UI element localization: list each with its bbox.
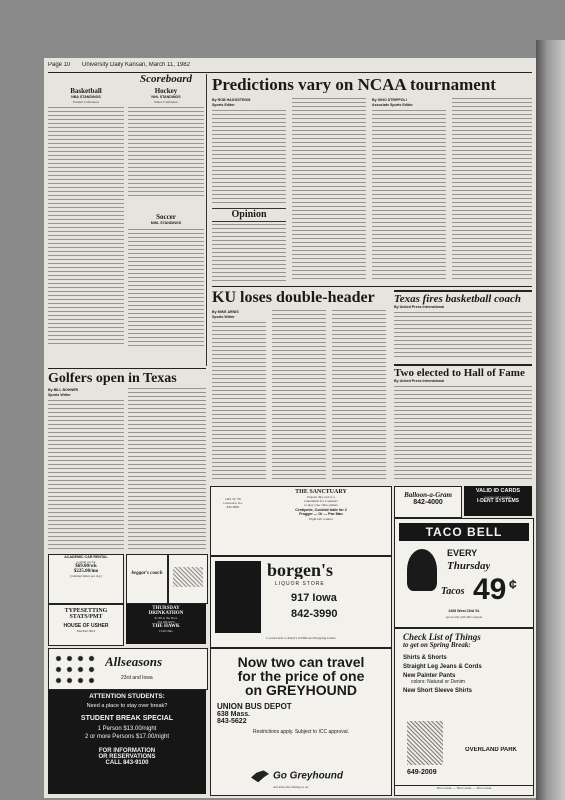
sanctuary-ad[interactable]	[210, 486, 392, 556]
balloon-title: Balloon-a-Gram	[404, 491, 452, 499]
ku-col-1	[212, 322, 266, 482]
beggars-title: beggar's coach	[131, 571, 163, 576]
allseasons-name: Allseasons	[105, 655, 163, 668]
sanctuary-l1: Prepare this card to a	[307, 495, 335, 499]
attention-l8: CALL 843-9100	[105, 759, 149, 766]
tacobell-name: TACO BELL	[425, 525, 503, 539]
sanctuary-l2: tournament for 2 quarters	[304, 499, 338, 504]
borgens-phone: 842-3990	[291, 609, 338, 620]
predictions-col-1a	[212, 110, 286, 204]
taco-bell-ad[interactable]	[394, 518, 534, 628]
hawk-line5: THE HAWK	[152, 624, 180, 630]
greyhound-logo	[251, 767, 381, 789]
hockey-heading: Hockey	[154, 88, 178, 95]
hockey-standings	[128, 88, 204, 208]
golfers-headline: Golfers open in Texas	[48, 372, 177, 386]
hawk-line2: DRINKATHON	[148, 611, 184, 616]
greyhound-logo-sub: and leave the driving to us.	[273, 785, 309, 789]
soccer-sub: MISL STANDINGS	[150, 221, 182, 225]
allseasons-ad[interactable]	[48, 648, 208, 690]
attention-l3: STUDENT BREAK SPECIAL	[80, 714, 174, 722]
hawk-drinkathon-ad[interactable]	[126, 604, 206, 644]
opinion-label: Opinion	[212, 208, 286, 222]
checklist-phone: 649-2009	[407, 769, 437, 776]
basketball-sub: NBA STANDINGS	[71, 95, 101, 99]
texas-fires-byline: By United Press International	[394, 305, 445, 309]
greyhound-ad[interactable]	[210, 648, 392, 796]
checklist-title: Check List of Things	[403, 632, 481, 642]
typesetting-sub: HOUSE OF USHER	[63, 623, 109, 629]
allseasons-sub: 23rd and Iowa	[121, 675, 153, 681]
predictions-col-3	[372, 110, 446, 282]
greyhound-l7: Restrictions apply. Subject to ICC approval.	[252, 729, 350, 735]
academic-title: ACADEMIC CAR RENTAL	[64, 555, 108, 559]
checklist-footer: The Corner — The Corner — The Corner	[395, 785, 533, 790]
checklist-store: OVERLAND PARK	[465, 747, 517, 753]
basketball-heading: Basketball	[70, 88, 102, 95]
greyhound-l4: UNION BUS DEPOT	[217, 702, 292, 711]
balloon-phone: 842-4000	[413, 499, 443, 506]
checklist-item-5: New Short Sleeve Shirts	[403, 688, 473, 694]
section-rule	[212, 286, 532, 287]
sanctuary-address: 1401 W. 7th Lawrence, Ks. 842-9892	[223, 497, 243, 510]
predictions-byline-2: By GINO STRIPPOLI Associate Sports Editor	[372, 98, 413, 107]
ku-col-3	[332, 310, 386, 482]
greyhound-l6: 843-5622	[217, 718, 247, 725]
basketball-conf: Eastern Conference	[73, 99, 99, 104]
basketball-standings	[48, 88, 124, 358]
scoreboard	[48, 74, 207, 366]
typesetting-phone: MA 842-3610	[76, 629, 96, 633]
texas-fires-box	[394, 290, 532, 362]
basketball-table	[48, 107, 124, 345]
golfers-col-1	[48, 400, 124, 550]
golfers-col-2	[128, 388, 206, 550]
attention-l7: OR RESERVATIONS	[98, 753, 156, 760]
borgens-logo-block	[215, 561, 261, 633]
beggars-coach-ad[interactable]	[126, 554, 168, 604]
attention-l5: 2 or more Persons $17.00/night	[84, 733, 170, 740]
page-number: Page 10	[48, 62, 71, 68]
hall-byline: By United Press International	[394, 379, 445, 383]
soccer-standings	[128, 214, 204, 359]
scoreboard-title: Scoreboard	[140, 74, 192, 85]
sanctuary-l3: to play your video games	[304, 503, 338, 508]
tacobell-every: EVERY	[447, 549, 478, 558]
academic-note: (Limited miles per day)	[70, 573, 102, 578]
balloon-a-gram-ad[interactable]	[394, 486, 462, 518]
beggars-illustration	[173, 567, 203, 587]
hall-text	[394, 386, 532, 482]
tacobell-cent: ¢	[509, 577, 517, 591]
hawk-line3: $1.00 at the Door	[154, 616, 178, 620]
tacobell-item: Tacos	[441, 587, 465, 597]
soccer-table	[128, 229, 204, 349]
academic-car-rental-ad[interactable]	[48, 554, 124, 604]
typesetting-ad[interactable]	[48, 604, 124, 646]
checklist-item-3: New Painter Pants	[403, 673, 456, 679]
checklist-sub: to get on Spring Break:	[403, 641, 471, 649]
sanctuary-text	[255, 489, 387, 521]
greyhound-l3: on GREYHOUND	[245, 682, 357, 698]
student-break-ad[interactable]	[48, 690, 206, 794]
borgens-sub: LIQUOR STORE	[275, 581, 325, 587]
validid-l2: Copies and Licenses	[484, 494, 512, 499]
checklist-items	[403, 655, 533, 694]
hawk-line1: THURSDAY	[152, 606, 180, 611]
checklist-shirt-illustration	[407, 721, 443, 765]
predictions-col-1b	[212, 224, 286, 282]
borgens-ad[interactable]	[210, 556, 392, 648]
ku-col-2	[272, 310, 326, 482]
golfers-byline: By BILL BOHNER Sports Writer	[48, 388, 79, 397]
validid-l3: I-DENT SYSTEMS	[477, 497, 519, 504]
greyhound-l5: 638 Mass.	[217, 711, 251, 718]
tacobell-price: 49	[473, 575, 507, 605]
tacobell-day: Thursday	[447, 561, 491, 572]
attention-l6: FOR INFORMATION	[98, 747, 156, 754]
predictions-col-2	[292, 98, 366, 282]
tacobell-banner	[399, 523, 529, 541]
borgens-name: borgen's	[267, 561, 334, 579]
predictions-headline: Predictions vary on NCAA tournament	[212, 76, 496, 93]
checklist-item-4: colors: Natural or Denim	[411, 679, 465, 685]
validid-l1: VALID ID CARDS	[475, 488, 521, 494]
hockey-sub: NHL STANDINGS	[151, 95, 181, 99]
allseasons-pattern	[53, 653, 97, 685]
paper-dateline: University Daily Kansan, March 11, 1982	[82, 62, 190, 68]
borgens-addr: 917 Iowa	[291, 593, 337, 604]
sanctuary-l6: Eight ball counter	[309, 516, 333, 521]
sanctuary-l4: Centipede, Cocktail table for 2	[295, 507, 347, 512]
hockey-table	[128, 107, 204, 199]
running-head	[48, 62, 532, 73]
greyhound-logo-text: Go Greyhound	[273, 770, 343, 782]
texas-fires-text	[394, 312, 532, 360]
checklist-item-2: Straight Leg Jeans & Cords	[403, 664, 482, 670]
tacobell-addr: 1408 West 23rd St.	[448, 609, 480, 613]
beggars-photo	[168, 554, 208, 604]
predictions-col-4	[452, 98, 532, 282]
hockey-conf: Wales Conference	[154, 99, 178, 104]
ku-headline: KU loses double-header	[212, 290, 375, 306]
attention-l2: Need a place to stay over break?	[86, 702, 168, 709]
hawk-line6: 1340 Ohio	[158, 629, 173, 634]
greyhound-l2: for the price of one	[237, 668, 365, 684]
valid-id-ad[interactable]	[464, 486, 532, 516]
attention-l1: ATTENTION STUDENTS:	[89, 693, 165, 700]
hawk-line4: 25¢ DRAWS	[157, 620, 175, 625]
golfers-rule	[48, 368, 206, 369]
academic-price1: $69.00/wk	[75, 563, 97, 569]
borgens-foot: Located next to Rusty's in Hillcrest Shopping Center	[266, 636, 336, 640]
soccer-heading: Soccer	[156, 214, 176, 221]
greyhound-dog-icon	[251, 770, 269, 782]
predictions-byline-1: By ROB HAGGSTROM Sports Editor	[212, 98, 251, 107]
tacobell-bell-icon	[407, 549, 437, 591]
checklist-item-1: Shirts & Shorts	[403, 655, 447, 661]
spring-break-checklist-ad[interactable]	[394, 628, 534, 796]
sanctuary-title: THE SANCTUARY	[295, 489, 347, 495]
greyhound-l1: Now two can travel	[237, 654, 365, 670]
hall-of-fame	[394, 364, 532, 484]
attention-l4: 1 Person $13.00/night	[97, 725, 157, 732]
tacobell-note: good only with this coupon	[445, 615, 483, 619]
hall-headline: Two elected to Hall of Fame	[394, 367, 525, 379]
texas-fires-headline: Texas fires basketball coach	[394, 293, 521, 305]
typesetting-title: TYPESETTING STATS/PMT	[64, 608, 108, 620]
academic-line2: a rental car for	[76, 559, 96, 564]
sanctuary-l5: Frogger — Or — Pac Man	[299, 512, 343, 517]
binding-spine	[536, 40, 565, 800]
academic-price2: $225.00/mo	[73, 568, 99, 574]
newspaper-page	[44, 58, 536, 798]
ku-byline: By MIKE ARNIS Sports Writer	[212, 310, 239, 319]
